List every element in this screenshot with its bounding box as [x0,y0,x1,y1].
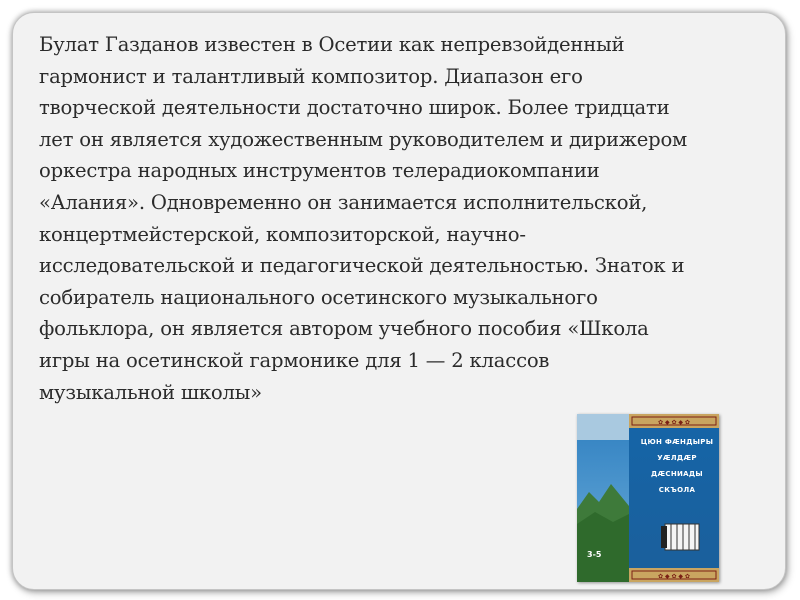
accordion-icon [661,524,699,550]
book-title-line-3: ДÆСНИАДЫ [651,470,703,478]
book-grade: 3-5 [587,550,602,559]
svg-text:✿ ◆ ✿ ◆ ✿: ✿ ◆ ✿ ◆ ✿ [658,573,690,580]
book-title-line-4: СКЪОЛА [658,486,696,494]
svg-text:✿ ◆ ✿ ◆ ✿: ✿ ◆ ✿ ◆ ✿ [658,419,690,426]
body-paragraph: Булат Газданов известен в Осетии как непревзойденный гармонист и талантливый композитор. Диапазон его творческой деятельности достаточно широк. Более тридцати лет он является художественным руководителем и дирижером оркестра народных инструментов телерадиокомпании «Алания». Одновременно он занимается исполнительской, концертмейстерской, композиторской, научно- исследовательской и педагогической деятельностью. Знаток и собиратель национального осетинского музыкального фольклора, он является автором учебного пособия «Школа игры на осетинской гармонике для 1 — 2 классов музыкальной школы» [39,33,688,404]
book-title-line-2: УÆЛДÆР [657,454,697,462]
book-cover-image [577,414,719,582]
book-title-line-1: ЦЮН ФÆНДЫРЫ [640,438,714,446]
